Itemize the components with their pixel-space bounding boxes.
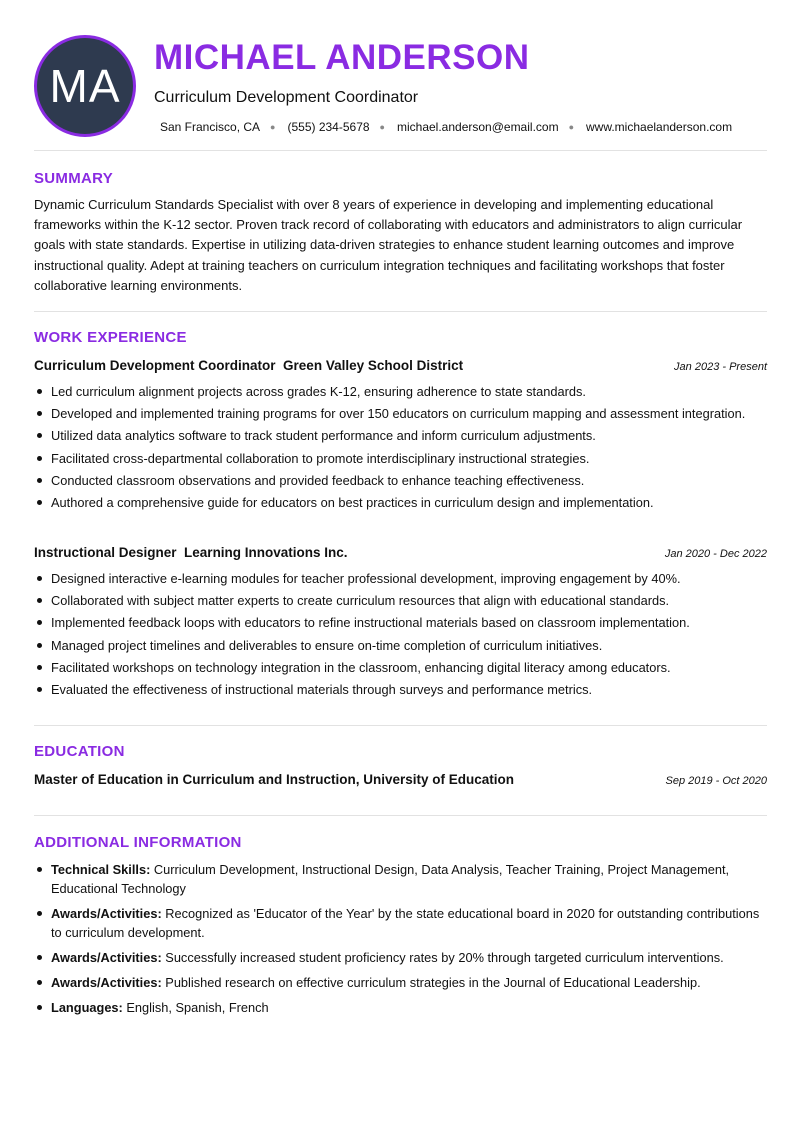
education-degree: Master of Education in Curriculum and Instruction, University of Education <box>34 772 515 787</box>
candidate-name: MICHAEL ANDERSON <box>154 38 530 77</box>
list-item: Managed project timelines and deliverables to ensure on-time completion of curriculum initiatives. <box>34 636 769 655</box>
job-company: Green Valley School District <box>283 358 464 373</box>
contact-phone: (555) 234-5678 <box>287 120 370 134</box>
item-text: Curriculum Development, Instructional Design, Data Analysis, Teacher Training, Project Management, Educational Technology <box>51 862 730 896</box>
contact-website[interactable]: www.michaelanderson.com <box>586 120 733 134</box>
list-item <box>34 973 769 992</box>
item-text: Published research on effective curriculum strategies in the Journal of Educational Leadership. <box>165 975 701 990</box>
summary-text: Dynamic Curriculum Standards Specialist with over 8 years of experience in developing and implementing educational frameworks within the K-12 sector. Proven track record of collaborating with educators and administrators to align curricular goals with state standards. Expertise in utilizing data-driven strategies to enhance student learning outcomes and improve instructional quality. Adept at training teachers on curriculum integration techniques and facilitating workshops that foster collaborative learning environments. <box>34 197 743 293</box>
item-label: Technical Skills: <box>51 862 151 877</box>
job-header <box>34 545 767 560</box>
item-label: Languages: <box>51 1000 123 1015</box>
divider <box>34 311 767 312</box>
list-item: Designed interactive e-learning modules for teacher professional development, improving engagement by 40%. <box>34 569 769 588</box>
candidate-title: Curriculum Development Coordinator <box>154 89 419 106</box>
contact-bar <box>160 120 732 134</box>
list-item: Facilitated workshops on technology integration in the classroom, enhancing digital literacy among educators. <box>34 658 769 677</box>
list-item: Collaborated with subject matter experts to create curriculum resources that align with educational standards. <box>34 591 769 610</box>
experience-heading: WORK EXPERIENCE <box>34 329 187 346</box>
divider <box>34 150 767 151</box>
additional-list <box>34 860 769 1023</box>
avatar-initials: MA <box>49 60 121 112</box>
list-item <box>34 998 769 1017</box>
avatar <box>34 35 136 137</box>
job-company: Learning Innovations Inc. <box>184 545 348 560</box>
job-title-company <box>34 545 348 560</box>
education-heading: EDUCATION <box>34 743 125 760</box>
list-item: Developed and implemented training programs for over 150 educators on curriculum mapping and assessment integration. <box>34 404 769 423</box>
additional-heading: ADDITIONAL INFORMATION <box>34 834 242 851</box>
job-bullet-list <box>34 382 769 515</box>
list-item: Conducted classroom observations and provided feedback to enhance teaching effectiveness. <box>34 471 769 490</box>
summary-heading: SUMMARY <box>34 170 114 187</box>
list-item: Led curriculum alignment projects across grades K-12, ensuring adherence to state standards. <box>34 382 769 401</box>
list-item: Authored a comprehensive guide for educators on best practices in curriculum design and implementation. <box>34 493 769 512</box>
list-item: Implemented feedback loops with educators to refine instructional materials based on classroom implementation. <box>34 613 769 632</box>
job-dates: Jan 2023 - Present <box>674 361 767 373</box>
list-item: Utilized data analytics software to track student performance and inform curriculum adjustments. <box>34 426 769 445</box>
item-text: Recognized as 'Educator of the Year' by the state educational board in 2020 for outstanding contributions to curriculum development. <box>51 906 760 940</box>
education-dates: Sep 2019 - Oct 2020 <box>665 775 767 787</box>
job-bullet-list <box>34 569 769 702</box>
divider <box>34 815 767 816</box>
divider <box>34 725 767 726</box>
separator-dot-icon: ● <box>568 122 575 132</box>
job-dates: Jan 2020 - Dec 2022 <box>664 548 767 560</box>
contact-location: San Francisco, CA <box>160 120 261 134</box>
item-text: English, Spanish, French <box>126 1000 269 1015</box>
list-item <box>34 860 769 898</box>
item-label: Awards/Activities: <box>51 950 162 965</box>
item-text: Successfully increased student proficiency rates by 20% through targeted curriculum interventions. <box>165 950 724 965</box>
job-role: Curriculum Development Coordinator <box>34 358 276 373</box>
separator-dot-icon: ● <box>379 122 385 132</box>
list-item: Evaluated the effectiveness of instructional materials through surveys and performance metrics. <box>34 680 769 699</box>
item-label: Awards/Activities: <box>51 975 162 990</box>
education-entry <box>34 772 767 787</box>
job-header <box>34 358 767 373</box>
job-title-company <box>34 358 463 373</box>
contact-email[interactable]: michael.anderson@email.com <box>396 120 559 134</box>
job-role: Instructional Designer <box>34 545 177 560</box>
list-item: Facilitated cross-departmental collaboration to promote interdisciplinary instructional strategies. <box>34 449 769 468</box>
list-item <box>34 948 769 967</box>
separator-dot-icon: ● <box>270 122 276 132</box>
list-item <box>34 904 769 942</box>
item-label: Awards/Activities: <box>51 906 162 921</box>
